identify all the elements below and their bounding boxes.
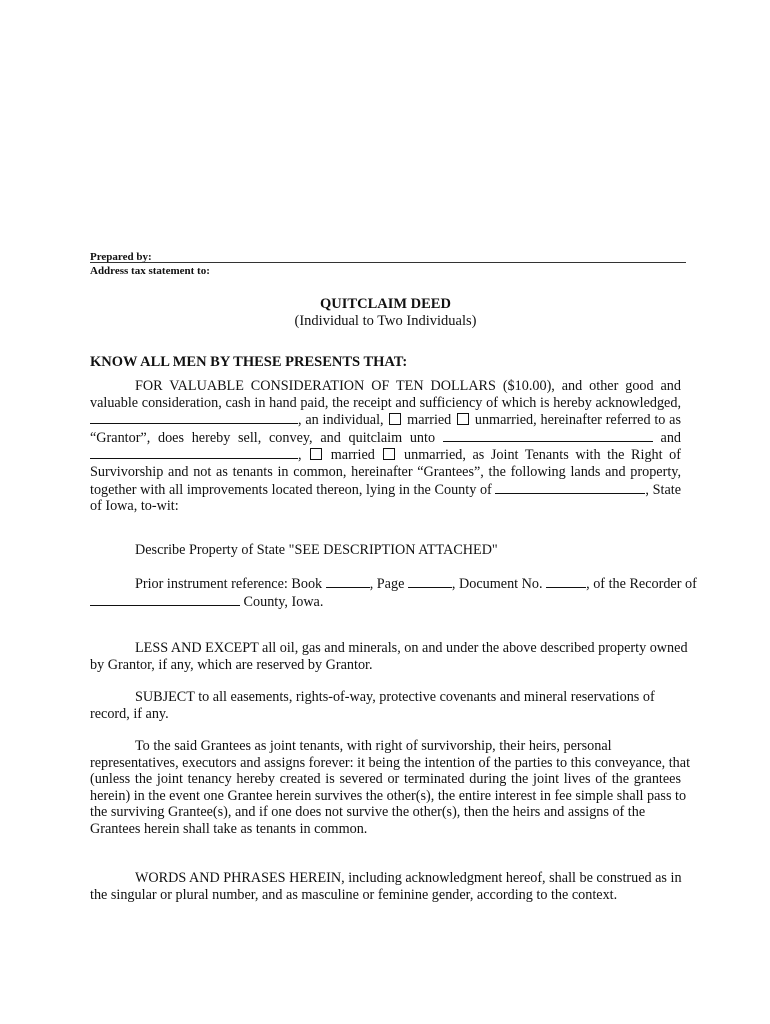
words-phrases-line-2: the singular or plural number, and as masculine or feminine gender, according to the context. xyxy=(90,886,618,903)
grantor-married-checkbox[interactable] xyxy=(389,413,401,425)
words-phrases-line-1: WORDS AND PHRASES HEREIN, including acknowledgment hereof, shall be construed as in xyxy=(135,870,682,886)
consideration-line-2: valuable consideration, cash in hand paid, the receipt and sufficiency of which is hereby acknowledged, xyxy=(90,394,681,411)
address-tax-label: Address tax statement to: xyxy=(90,265,210,277)
consideration-paragraph xyxy=(90,378,681,515)
prior-instrument-line-2: County, Iowa. xyxy=(90,593,681,611)
subject-line-2: record, if any. xyxy=(90,705,169,722)
consideration-line-7: together with all improvements located thereon, lying in the County of , State xyxy=(90,481,681,498)
joint-tenancy-line-5: the surviving Grantee(s), and if one does not survive the other(s), then the heirs and assigns of the xyxy=(90,804,646,821)
county-blank[interactable] xyxy=(495,481,645,494)
consideration-line-4: “Grantor”, does hereby sell, convey, and quitclaim unto and xyxy=(90,429,682,446)
consideration-line-8: of Iowa, to-wit: xyxy=(90,498,179,515)
grantee-unmarried-checkbox[interactable] xyxy=(383,448,395,460)
page-blank[interactable] xyxy=(408,575,452,588)
describe-property-text: Describe Property of State "SEE DESCRIPTION ATTACHED" xyxy=(135,542,498,558)
less-except-line-1: LESS AND EXCEPT all oil, gas and minerals, on and under the above described property owned xyxy=(135,640,688,656)
grantee-2-name-blank[interactable] xyxy=(90,446,298,459)
subject-paragraph xyxy=(90,689,681,722)
consideration-line-5: , married unmarried, as Joint Tenants with the Right of xyxy=(90,446,681,464)
deed-subtitle: (Individual to Two Individuals) xyxy=(294,313,477,329)
header-divider xyxy=(90,262,686,263)
deed-title: QUITCLAIM DEED xyxy=(320,296,451,312)
prepared-by-label: Prepared by: xyxy=(90,251,152,263)
grantee-1-name-blank[interactable] xyxy=(443,429,653,442)
joint-tenancy-paragraph xyxy=(90,738,691,838)
document-no-blank[interactable] xyxy=(546,575,586,588)
prior-instrument-line-1: Prior instrument reference: Book , Page , Document No. , of the Recorder of xyxy=(135,576,697,592)
consideration-line-3: , an individual, married unmarried, hereinafter referred to as xyxy=(90,411,681,429)
know-all-heading: KNOW ALL MEN BY THESE PRESENTS THAT: xyxy=(90,354,408,370)
words-phrases-paragraph xyxy=(90,870,681,903)
book-blank[interactable] xyxy=(326,575,370,588)
joint-tenancy-line-1: To the said Grantees as joint tenants, with right of survivorship, their heirs, personal xyxy=(135,738,612,754)
consideration-line-6: Survivorship and not as tenants in common, hereinafter “Grantees”, the following lands and property, xyxy=(90,463,681,480)
joint-tenancy-line-2: representatives, executors and assigns forever: it being the intention of the parties to this conveyance, that xyxy=(90,754,691,771)
grantor-unmarried-checkbox[interactable] xyxy=(457,413,469,425)
grantor-name-blank[interactable] xyxy=(90,411,298,424)
joint-tenancy-line-4: herein) in the event one Grantee herein survives the other(s), the entire interest in fee simple shall pass to xyxy=(90,787,687,804)
consideration-line-1: FOR VALUABLE CONSIDERATION OF TEN DOLLARS ($10.00), and other good and xyxy=(135,378,681,394)
grantee-married-checkbox[interactable] xyxy=(310,448,322,460)
subject-line-1: SUBJECT to all easements, rights-of-way, protective covenants and mineral reservations of xyxy=(135,689,655,705)
prior-instrument-paragraph xyxy=(90,575,697,610)
joint-tenancy-line-6: Grantees herein shall take as tenants in common. xyxy=(90,820,368,837)
joint-tenancy-line-3: (unless the joint tenancy hereby created is severed or terminated during the joint lives of the grantees xyxy=(90,771,681,788)
less-except-line-2: by Grantor, if any, which are reserved by Grantor. xyxy=(90,656,373,673)
recorder-county-blank[interactable] xyxy=(90,593,240,606)
less-except-paragraph xyxy=(90,640,688,673)
